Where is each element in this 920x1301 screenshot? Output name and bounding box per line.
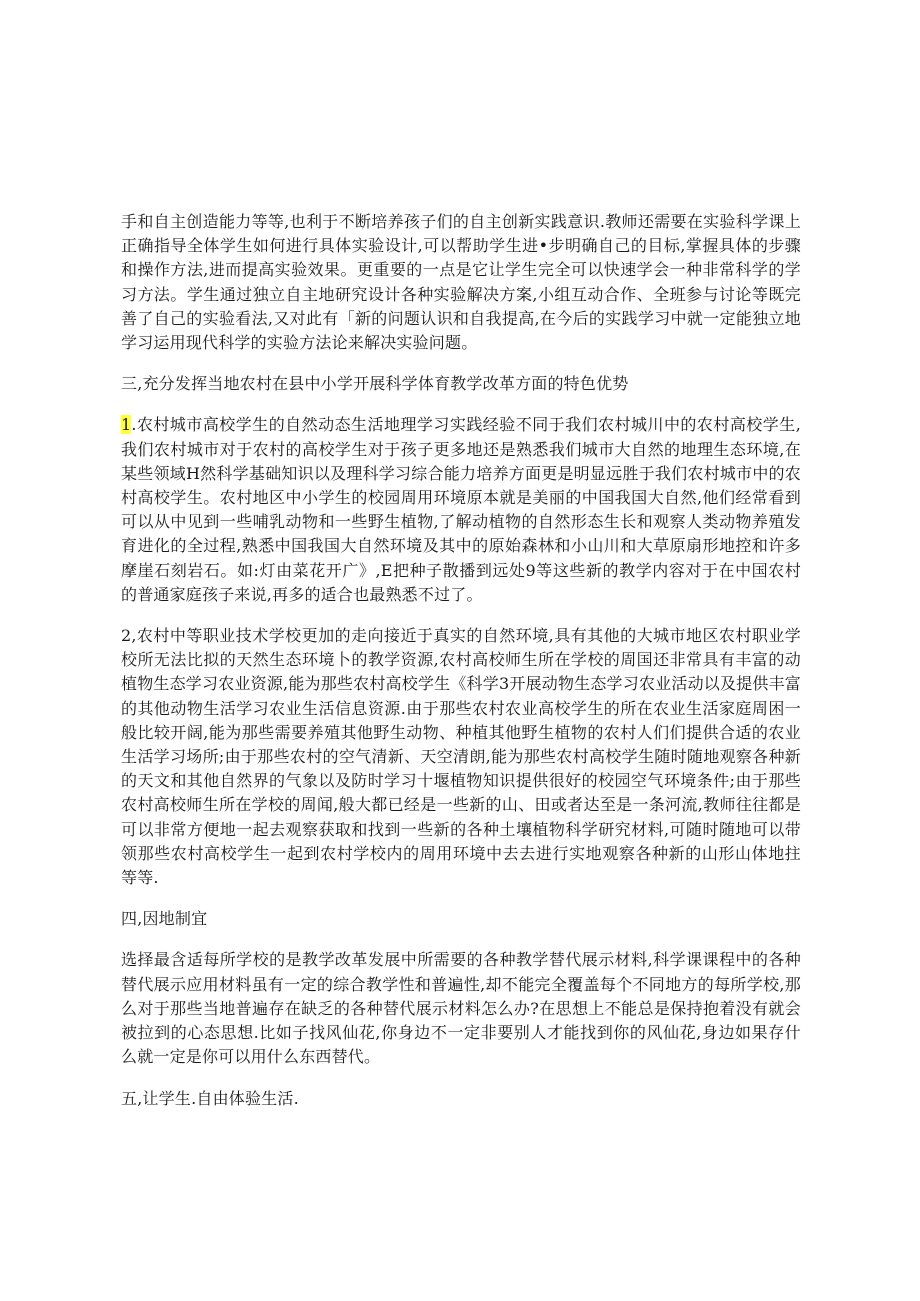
section-heading-four: 四,因地制宜 bbox=[121, 909, 208, 929]
paragraph-rural-nature-experience bbox=[121, 413, 801, 607]
highlighted-list-marker: 1 bbox=[121, 415, 132, 435]
paragraph-rural-vocational-resources: 2,农村中等职业技术学校更加的走向接近于真实的自然环境,具有其他的大城市地区农村职业学校所无法比拟的天然生态环境卜的教学资源,农村高校师生所在学校的周国还非常具有丰富的动植物生态学习农业资源,能为那些农村高校学生《科学3开展动物生态学习农业活动以及提供丰富的其他动物生活学习农业生活信息资源.由于那些农村农业高校学生的所在农业生活家庭周困一般比较开阔,能为那些需要养殖其他野生动物、种植其他野生植物的农村人们们提供合适的农业生活学习场所;由于那些农村的空气清新、天空清朗,能为那些农村高校学生随时随地观察各种新的天文和其他自然界的气象以及防时学习十堰植物知识提供很好的校园空气环境条件;由于那些农村高校师生所在学校的周闻,般大都已经是一些新的山、田或者达至是一条河流,教师往往都是可以非常方便地一起去观察获取和找到一些新的各种土壤植物科学研究材料,可随时随地可以带领那些农村高校学生一起到农村学校内的周用环境中去去进行实地观察各种新的山形山体地拄等等. bbox=[121, 626, 801, 888]
paragraph-experiment-method: 手和自主创造能力等等,也利于不断培养孩子们的自主创新实践意识.教师还需要在实验科学课上正确指导全体学生如何进行具体实验设计,可以帮助学生进•步明确自己的目标,掌握具体的步骤和操作方法,进而提高实验效果。更重要的一点是它让学生完全可以快速学会一种非常科学的学习方法。学生通过独立自主地研究设计各种实验解决方案,小组互动合作、全班参与讨论等既完善了自己的实验看法,又对此有「新的问题认识和自我提高,在今后的实践学习中就一定能独立地学习运用现代科学的实验方法论来解决实验问题。 bbox=[121, 212, 801, 353]
section-heading-five: 五,让学生.自由体验生活. bbox=[121, 1088, 299, 1108]
document-page bbox=[121, 210, 801, 1128]
section-heading-three: 三,充分发挥当地农村在县中小学开展科学体育教学改革方面的特色优势 bbox=[121, 374, 629, 394]
paragraph-substitute-materials: 选择最含适每所学校的是教学改革发展中所需要的各种教学替代展示材料,科学课课程中的各种替代展示应用材料虽有一定的综合教学性和普遍性,却不能完全覆盖每个不同地方的每所学校,那么对于那些当地普遍存在缺乏的各种替代展示材料怎么办?在思想上不能总是保持抱着没有就会被拉到的心态思想.比如子找风仙花,你身边不一定非要别人才能找到你的风仙花,身边如果存什么就一定是你可以用什么东西替代。 bbox=[121, 950, 801, 1067]
paragraph-rural-nature-experience-text: .农村城市高校学生的自然动态生活地理学习实践经验不同于我们农村城川中的农村高校学生,我们农村城市对于农村的高校学生对于孩子更多地还是熟悉我们城市大自然的地理生态环境,在某些领域H然科学基础知识以及理科学习综合能力培养方面更是明显远胜于我们农村城市中的农村高校学生。农村地区中小学生的校园周用环境原本就是美丽的中国我国大自然,他们经常看到可以从中见到一些哺乳动物和一些野生植物,了解动植物的自然形态生长和观察人类动物养殖发育进化的全过程,熟悉中国我国大自然环境及其中的原始森林和小山川和大草原扇形地控和许多摩崖石刻岩石。如:灯由菜花开广》,E把种子散播到远处9等这些新的教学内容对于在中国农村的普通家庭孩子来说,再多的适合也最熟悉不过了。 bbox=[121, 415, 801, 604]
